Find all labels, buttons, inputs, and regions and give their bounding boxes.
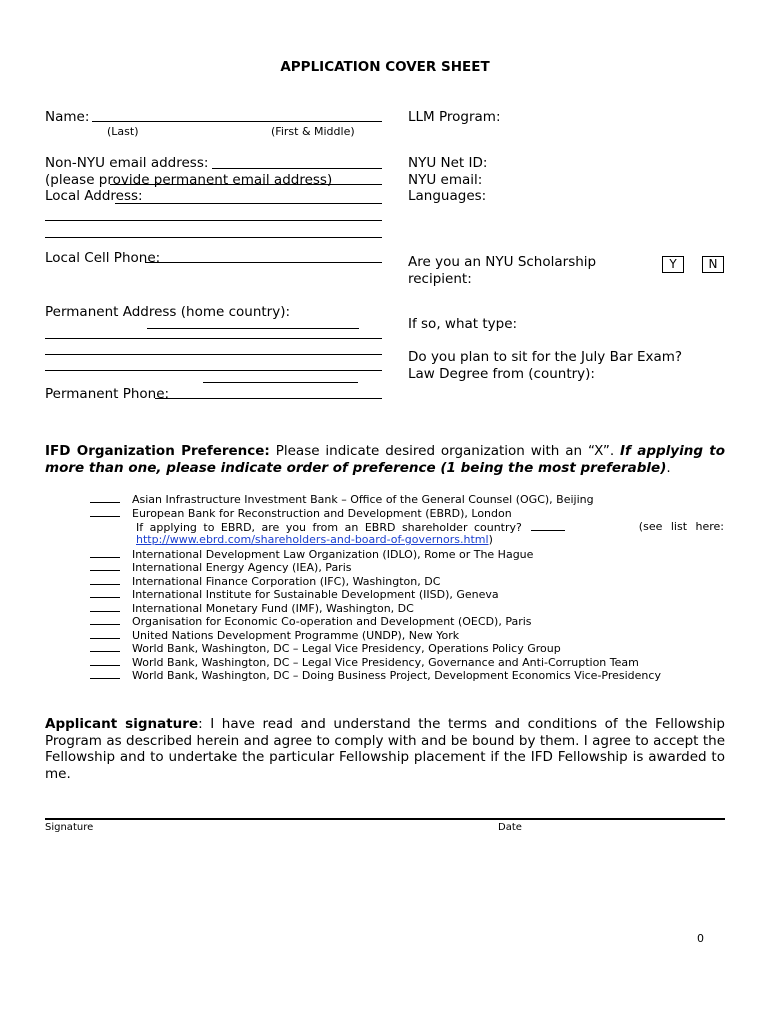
org-label: International Institute for Sustainable Development (IISD), Geneva [132,588,499,601]
org-blank[interactable] [90,587,120,598]
local-address-label: Local Address: [45,188,143,204]
org-blank[interactable] [90,601,120,612]
signature-caption: Signature [45,822,94,833]
permanent-phone-label: Permanent Phone: [45,386,170,402]
permanent-address-line-1[interactable] [147,328,359,329]
org-blank[interactable] [90,560,120,571]
ebrd-link-row [136,533,493,546]
last-name-caption: (Last) [107,125,139,138]
page-number: 0 [697,932,704,945]
org-blank[interactable] [90,655,120,666]
ebrd-question-text: If applying to EBRD, are you from an EBRD shareholder country? [136,521,522,534]
scholarship-type-label: If so, what type: [408,316,518,332]
scholarship-no-box[interactable]: N [702,256,724,273]
scholarship-question: Are you an NYU Scholarship [408,254,597,270]
org-row-ebrd[interactable] [90,506,730,520]
org-row-idlo[interactable] [90,547,730,561]
scholarship-question-cont: recipient: [408,271,472,287]
permanent-address-line-3[interactable] [45,354,382,355]
org-label: World Bank, Washington, DC – Legal Vice Presidency, Governance and Anti-Corruption Team [132,656,639,669]
org-row-wb-governance[interactable] [90,655,730,669]
email-note: (please provide permanent email address) [45,172,333,188]
org-row-oecd[interactable] [90,614,730,628]
languages-label: Languages: [408,188,487,204]
signature-paragraph [45,716,725,782]
page-title: APPLICATION COVER SHEET [280,59,490,75]
permanent-phone-line[interactable] [155,398,382,399]
cell-phone-label: Local Cell Phone: [45,250,161,266]
org-blank[interactable] [90,641,120,652]
org-label: Asian Infrastructure Investment Bank – Office of the General Counsel (OGC), Beijing [132,493,594,506]
ifd-end: . [666,459,671,476]
ifd-heading: IFD Organization Preference: [45,443,270,459]
org-label: International Finance Corporation (IFC), Washington, DC [132,575,441,588]
name-label: Name: [45,109,90,125]
org-row-wb-doing-business[interactable] [90,668,730,682]
org-row-aiib[interactable] [90,492,730,506]
org-label: International Monetary Fund (IMF), Washington, DC [132,602,414,615]
ebrd-link[interactable]: http://www.ebrd.com/shareholders-and-board-of-governors.html [136,533,489,546]
ebrd-see-list: (see list here: [638,520,724,533]
org-blank[interactable] [90,547,120,558]
permanent-address-line-5[interactable] [203,382,358,383]
permanent-address-label: Permanent Address (home country): [45,304,291,320]
org-row-wb-operations[interactable] [90,641,730,655]
ebrd-question [136,520,724,534]
net-id-label: NYU Net ID: [408,155,488,171]
org-blank[interactable] [90,628,120,639]
org-blank[interactable] [90,492,120,503]
scholarship-yes-box[interactable]: Y [662,256,684,273]
permanent-address-line-4[interactable] [45,370,382,371]
cell-phone-line[interactable] [145,262,382,263]
org-row-ifc[interactable] [90,574,730,588]
local-address-line-1[interactable] [115,203,382,204]
org-row-undp[interactable] [90,628,730,642]
nyu-email-label: NYU email: [408,172,483,188]
date-caption: Date [498,822,522,833]
llm-program-label: LLM Program: [408,109,501,125]
signature-text: : I have read and understand the terms and conditions of the Fellowship Program as described herein and agree to comply with and be bound by them. I agree to accept the Fellowship and to undertake the particular Fellowship placement if the IFD Fellowship is awarded to me. [45,716,725,782]
org-blank[interactable] [90,506,120,517]
signature-line[interactable] [45,818,725,820]
org-label: International Development Law Organization (IDLO), Rome or The Hague [132,548,534,561]
signature-heading: Applicant signature [45,716,199,732]
name-field-line[interactable] [92,121,382,122]
org-label: European Bank for Reconstruction and Development (EBRD), London [132,507,512,520]
law-degree-label: Law Degree from (country): [408,366,595,382]
org-blank[interactable] [90,668,120,679]
ifd-emphasis: If applying to more than one, please indicate order of preference (1 being the most preferable) [45,443,726,476]
org-row-iisd[interactable] [90,587,730,601]
local-address-line-2[interactable] [45,220,382,221]
email-note-line[interactable] [110,184,382,185]
org-label: World Bank, Washington, DC – Legal Vice Presidency, Operations Policy Group [132,642,561,655]
org-row-iea[interactable] [90,560,730,574]
ebrd-link-close: ) [488,533,493,546]
org-label: Organisation for Economic Co-operation and Development (OECD), Paris [132,615,532,628]
email-label: Non-NYU email address: [45,155,209,171]
ifd-preference-paragraph [45,443,725,476]
org-blank[interactable] [90,614,120,625]
ebrd-answer-blank[interactable] [531,520,565,531]
ifd-instruction: Please indicate desired organization with an “X”. [269,443,621,459]
org-label: United Nations Development Programme (UNDP), New York [132,629,460,642]
org-blank[interactable] [90,574,120,585]
org-label: World Bank, Washington, DC – Doing Business Project, Development Economics Vice-Presidency [132,669,661,682]
email-field-line[interactable] [212,168,382,169]
local-address-line-3[interactable] [45,237,382,238]
permanent-address-line-2[interactable] [45,338,382,339]
org-row-imf[interactable] [90,601,730,615]
first-middle-caption: (First & Middle) [271,125,355,138]
bar-exam-question: Do you plan to sit for the July Bar Exam? [408,349,683,365]
org-label: International Energy Agency (IEA), Paris [132,561,352,574]
